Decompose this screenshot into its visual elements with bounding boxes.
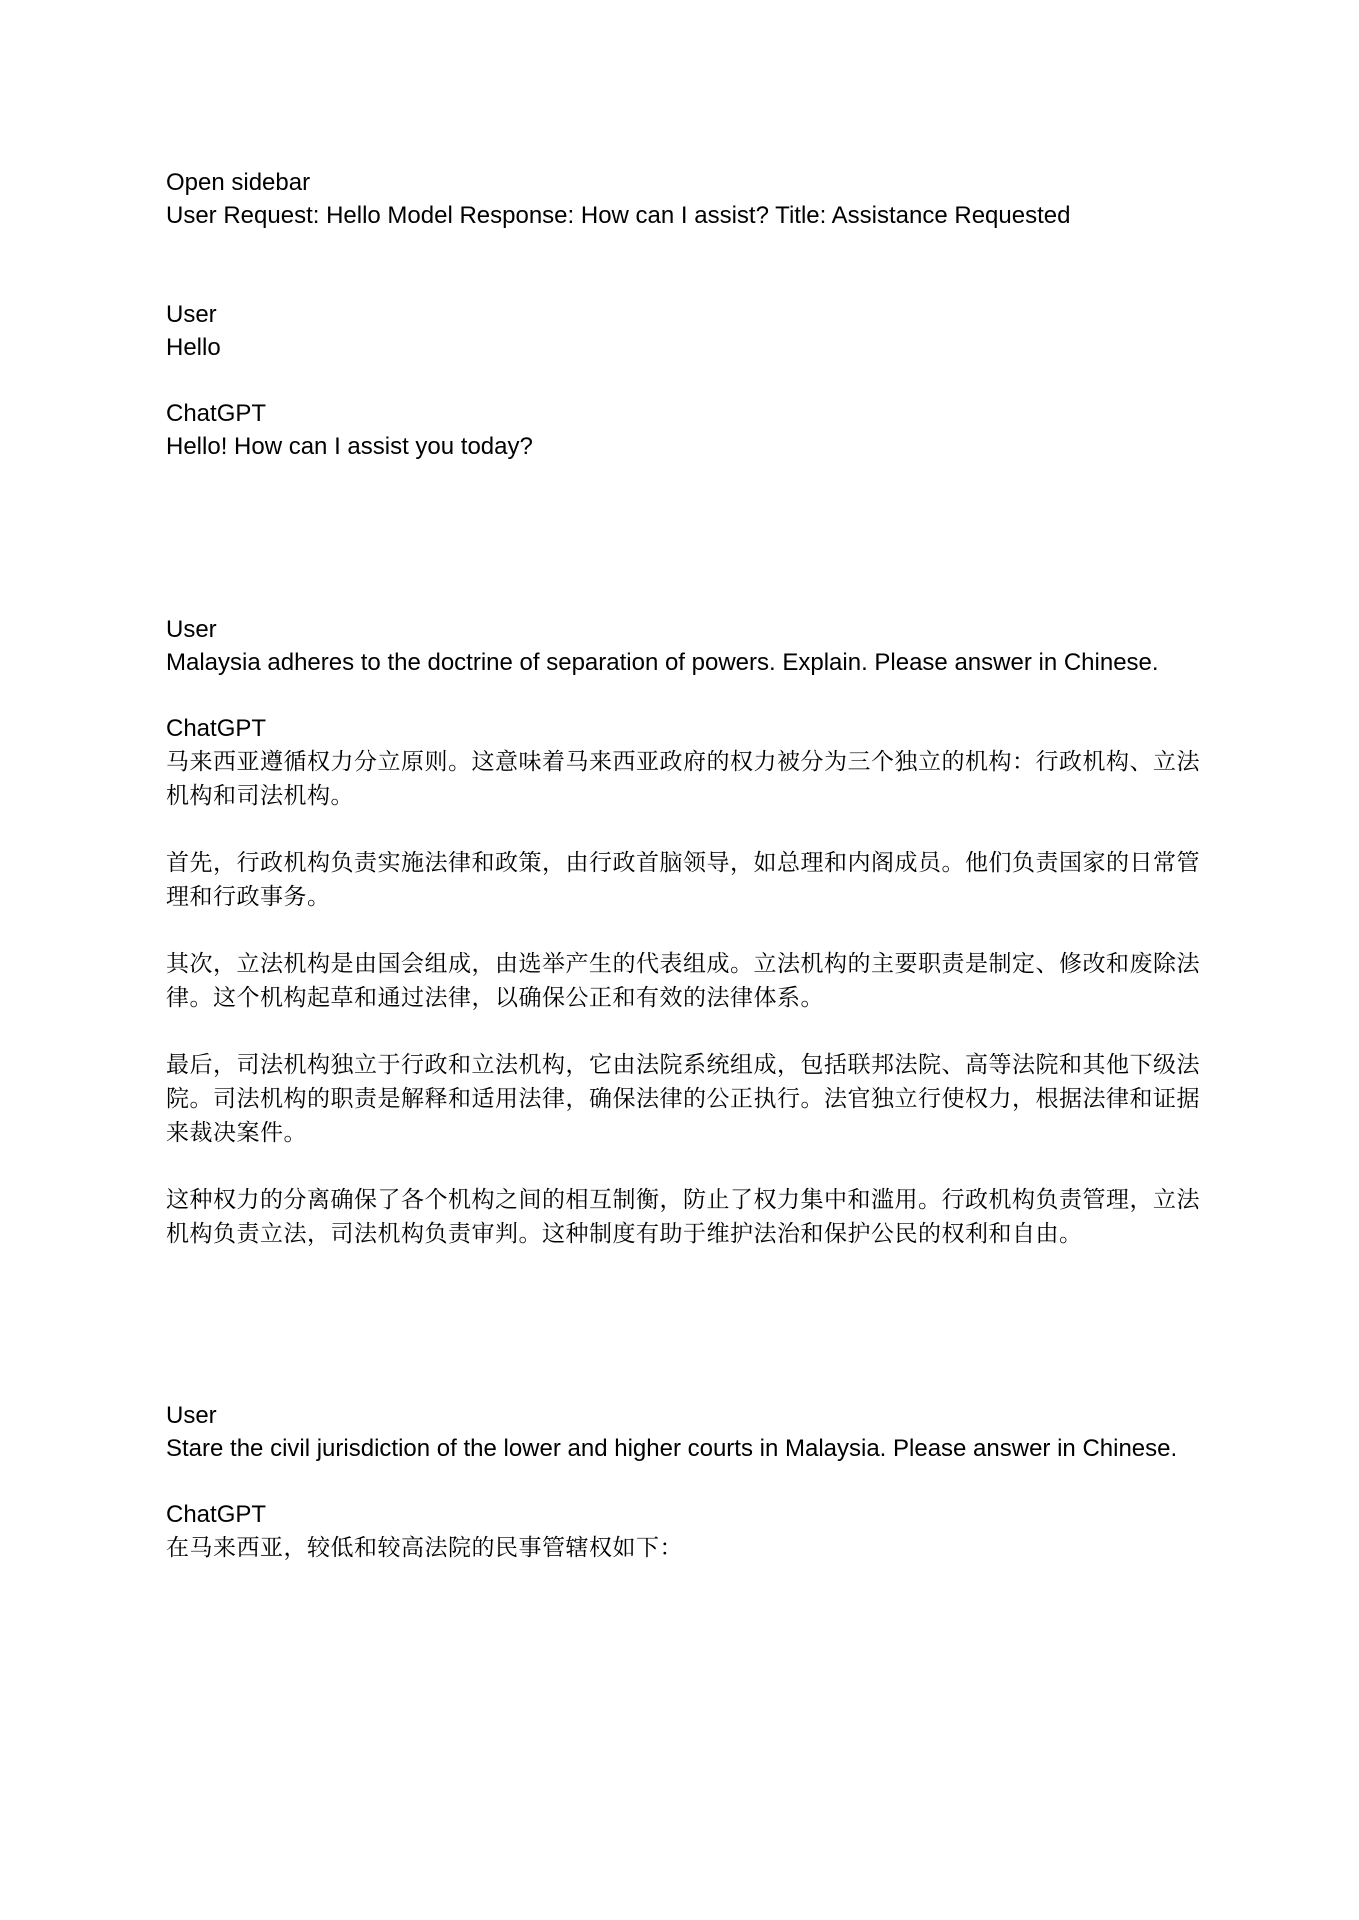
message-paragraph: 首先，行政机构负责实施法律和政策，由行政首脑领导，如总理和内阁成员。他们负责国家的日常管理和行政事务。 [166,850,1200,910]
message-user [166,298,1206,364]
conversation-title: User Request: Hello Model Response: How can I assist? Title: Assistance Requested [166,202,1071,229]
open-sidebar-button[interactable]: Open sidebar [166,169,311,196]
message-paragraph: 这种权力的分离确保了各个机构之间的相互制衡，防止了权力集中和滥用。行政机构负责管理，立法机构负责立法，司法机构负责审判。这种制度有助于维护法治和保护公民的权利和自由。 [166,1187,1200,1247]
message-text: 在马来西亚，较低和较高法院的民事管辖权如下： [166,1535,683,1561]
message-role-label: User [166,301,217,328]
message-role-label: ChatGPT [166,400,267,427]
message-assistant [166,397,1206,463]
message-paragraph: 马来西亚遵循权力分立原则。这意味着马来西亚政府的权力被分为三个独立的机构：行政机构、立法机构和司法机构。 [166,749,1200,809]
message-text: Hello! How can I assist you today? [166,433,533,460]
message-paragraph: 最后，司法机构独立于行政和立法机构，它由法院系统组成，包括联邦法院、高等法院和其他下级法院。司法机构的职责是解释和适用法律，确保法律的公正执行。法官独立行使权力，根据法律和证据来裁决案件。 [166,1052,1200,1146]
message-text: Hello [166,334,221,361]
message-user [166,1399,1206,1465]
message-role-label: ChatGPT [166,1501,267,1528]
message-text: Malaysia adheres to the doctrine of separation of powers. Explain. Please answer in Chinese. [166,649,1159,676]
message-role-label: User [166,616,217,643]
message-assistant [166,712,1206,1251]
message-user [166,613,1206,679]
message-role-label: ChatGPT [166,715,267,742]
message-paragraph: 其次，立法机构是由国会组成，由选举产生的代表组成。立法机构的主要职责是制定、修改和废除法律。这个机构起草和通过法律，以确保公正和有效的法律体系。 [166,951,1200,1011]
conversation-page [166,166,1206,1565]
message-assistant [166,1498,1206,1565]
message-text: Stare the civil jurisdiction of the lower and higher courts in Malaysia. Please answer in Chinese. [166,1435,1178,1462]
message-role-label: User [166,1402,217,1429]
